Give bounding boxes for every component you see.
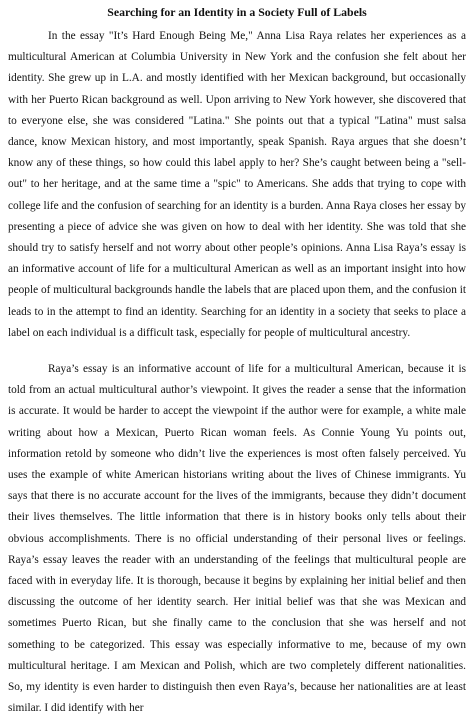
document-page [8, 0, 466, 720]
paragraph-2: Raya’s essay is an informative account of life for a multicultural American, because it is told from an actual multicultural author’s viewpoint. It gives the reader a sense that the information is accurate. It would be harder to accept the viewpoint if the author were for example, a white male writing about how a Mexican, Puerto Rican woman feels. As Connie Young Yu points out, information retold by someone who didn’t live the experiences is most often falsely perceived. Yu uses the example of white American historians writing about the lives of Chinese immigrants. Yu says that there is no accurate account for the lives of the immigrants, because they didn’t document their lives themselves. The little information that there is in history books only tells about their obvious accomplishments. There is no official understanding of their personal lives or feelings. Raya’s essay leaves the reader with an understanding of the feelings that multicultural people are faced with in everyday life. It is thorough, because it begins by explaining her initial belief and then discussing the outcome of her identity search. Her initial belief was that she was Mexican and sometimes Puerto Rican, but she finally came to the conclusion that she was herself and not something to be categorized. This essay was especially informative to me, because of my own multicultural heritage. I am Mexican and Polish, which are two completely different nationalities. So, my identity is even harder to distinguish then even Raya’s, because her nationalities are at least similar. I did identify with her [8, 363, 466, 715]
essay-title: Searching for an Identity in a Society Full of Labels [107, 5, 367, 19]
paragraph-1: In the essay "It’s Hard Enough Being Me," Anna Lisa Raya relates her experiences as a multicultural American at Columbia University in New York and the confusion she felt about her identity. She grew up in L.A. and mostly identified with her Mexican background, but occasionally with her Puerto Rican background as well. Upon arriving to New York however, she discovered that to everyone else, she was considered "Latina." She points out that a typical "Latina" must salsa dance, know Mexican history, and most importantly, speak Spanish. Raya argues that she doesn’t know any of these things, so how could this label apply to her? She’s caught between being a "sell-out" to her heritage, and at the same time a "spic" to Americans. She adds that trying to cope with college life and the confusion of searching for an identity is a burden. Anna Raya closes her essay by presenting a piece of advice she was given on how to deal with her identity. She was told that she should try to satisfy herself and not worry about other people’s opinions. Anna Lisa Raya’s essay is an informative account of life for a multicultural American as well as an important insight into how people of multicultural backgrounds handle the labels that are placed upon them, and the confusion it leads to in the attempt to find an identity. Searching for an identity in a society that seeks to place a label on each individual is a difficult task, especially for people of multicultural ancestry. [8, 30, 466, 339]
